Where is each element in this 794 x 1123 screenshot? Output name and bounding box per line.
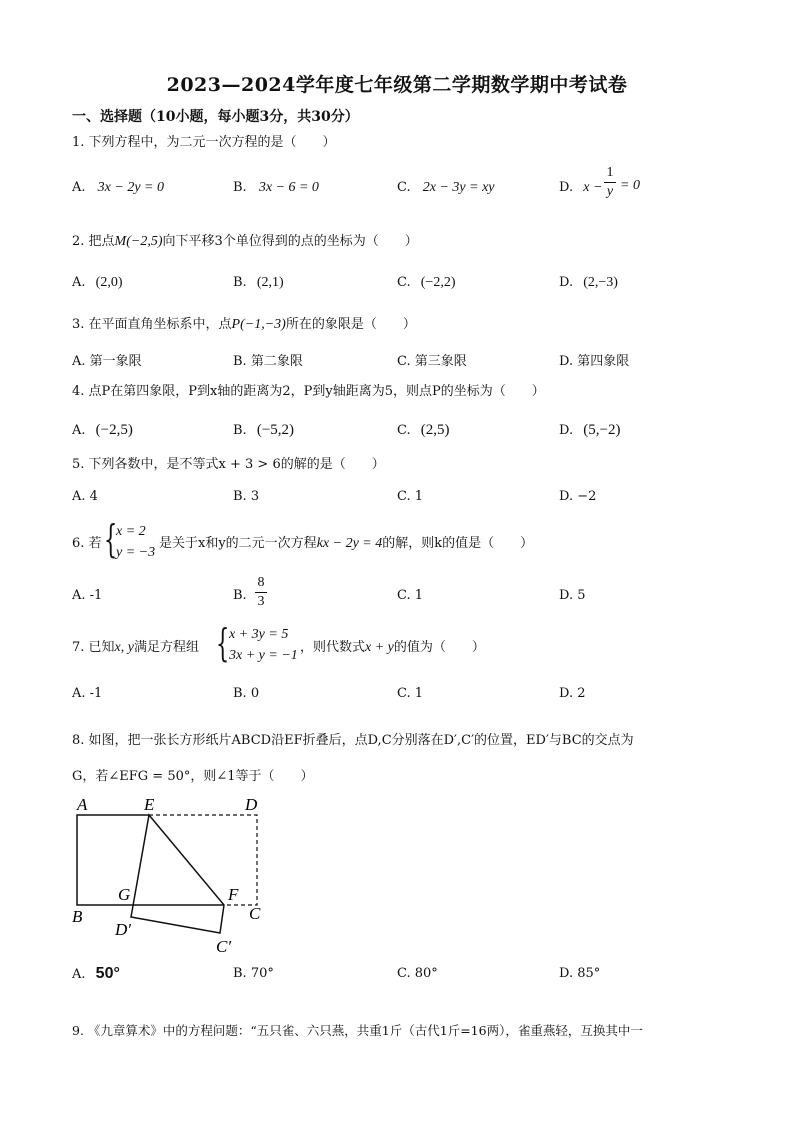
question-4-stem: 4. 点P在第四象限，P到x轴的距离为2，P到y轴距离为5，则点P的坐标为（ ） (72, 384, 545, 399)
q5-option-a: A. 4 (72, 489, 98, 504)
q5-option-d: D. −2 (559, 489, 597, 504)
q2-option-c: C. (−2,2) (397, 275, 456, 290)
page-title: 2023—2024学年度七年级第二学期数学期中考试卷 (166, 74, 628, 96)
section-heading: 一、选择题（10小题，每小题3分，共30分） (72, 109, 359, 125)
q8-option-c: C. 80° (397, 966, 438, 981)
q7-option-d: D. 2 (559, 686, 586, 701)
q6-option-c: C. 1 (397, 588, 424, 603)
figure-label-b: B (72, 907, 83, 926)
figure-label-d: D (245, 795, 258, 814)
q1-option-d: D. x − (559, 180, 603, 195)
figure-label-d-prime: D′ (115, 920, 131, 939)
q1-option-d-rhs: = 0 (620, 178, 640, 193)
figure-rect-solid-edges (77, 815, 224, 905)
figure-label-c: C (249, 904, 261, 923)
q6-option-d: D. 5 (559, 588, 586, 603)
q1-option-c: C. 2x − 3y = xy (397, 180, 495, 195)
q4-option-d: D. (5,−2) (559, 422, 621, 438)
q7-option-b: B. 0 (233, 686, 260, 701)
figure-label-g: G (118, 885, 131, 904)
q8-option-b: B. 70° (233, 966, 274, 981)
q4-option-a: A. (−2,5) (72, 422, 133, 438)
q3-option-a: A. 第一象限 (72, 354, 142, 369)
question-7-stem: ，则代数式x + y的值为（ ） (300, 640, 485, 655)
figure-label-a: A (77, 795, 88, 814)
q7-option-c: C. 1 (397, 686, 424, 701)
question-6-prefix: 6. 若 (72, 536, 102, 551)
q1-option-a: A. 3x − 2y = 0 (72, 180, 164, 195)
q4-option-c: C. (2,5) (397, 422, 450, 438)
q3-option-d: D. 第四象限 (559, 354, 630, 369)
question-9-stem: 9. 《九章算术》中的方程问题：“五只雀、六只燕，共重1斤（古代1斤=16两），雀重燕轻，互换其中一 (72, 1023, 643, 1038)
q2-option-d: D. (2,−3) (559, 275, 618, 290)
q4-option-b: B. (−5,2) (233, 422, 295, 438)
question-7-prefix: 7. 已知x, y满足方程组 (72, 640, 199, 655)
q2-option-a: A. (2,0) (72, 275, 123, 290)
question-3-stem: 3. 在平面直角坐标系中，点P(−1,−3)所在的象限是（ ） (72, 317, 416, 332)
figure-label-f: F (228, 885, 239, 904)
question-5-stem: 5. 下列各数中，是不等式x + 3 > 6的解的是（ ） (72, 457, 385, 472)
q7-system-brace: { (216, 621, 230, 665)
q8-option-d: D. 85° (559, 966, 601, 981)
q3-option-c: C. 第三象限 (397, 354, 467, 369)
q1-option-b: B. 3x − 6 = 0 (233, 180, 319, 195)
q5-option-c: C. 1 (397, 489, 424, 504)
question-1-stem: 1. 下列方程中，为二元一次方程的是（ ） (72, 135, 336, 150)
q6-option-b-fraction: 8 3 (255, 574, 267, 611)
question-6-stem: 是关于x和y的二元一次方程kx − 2y = 4的解，则k的值是（ ） (159, 536, 534, 551)
q6-option-b: B. (233, 588, 247, 603)
q1-option-d-fraction: 1 y (604, 164, 616, 201)
question-2-stem: 2. 把点M(−2,5)向下平移3个单位得到的点的坐标为（ ） (72, 234, 418, 249)
question-8-line1: 8. 如图，把一张长方形纸片ABCD沿EF折叠后，点D,C分别落在D′,C′的位置，ED′与BC的交点为 (72, 733, 634, 748)
figure-folded-part (131, 815, 224, 933)
q5-option-b: B. 3 (233, 489, 260, 504)
figure-rect-dashed-edges (149, 815, 257, 905)
q8-option-a: A. 50° (72, 965, 120, 982)
q6-system: x = 2 y = −3 (116, 524, 156, 560)
q3-option-b: B. 第二象限 (233, 354, 303, 369)
figure-label-c-prime: C′ (216, 937, 232, 956)
q7-option-a: A. -1 (72, 686, 103, 701)
q6-option-a: A. -1 (72, 588, 103, 603)
folding-figure (60, 792, 280, 962)
q2-option-b: B. (2,1) (233, 275, 284, 290)
q6-system-brace: { (104, 517, 118, 561)
q7-system: x + 3y = 5 3x + y = −1 (229, 627, 298, 663)
figure-label-e: E (144, 795, 155, 814)
question-8-line2: G，若∠EFG = 50°，则∠1等于（ ） (72, 769, 314, 784)
